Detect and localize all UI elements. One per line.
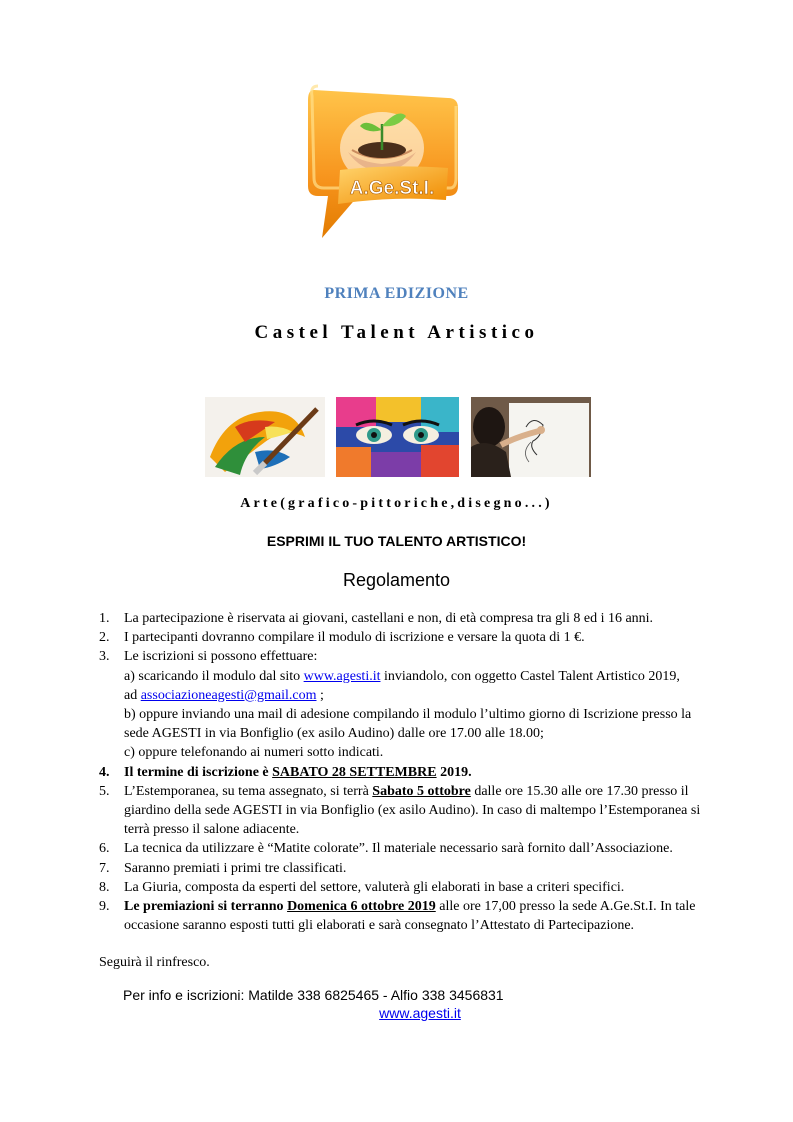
event-text: L’Estemporanea, su tema assegnato, si terrà [124, 783, 373, 799]
option-a-text: a) scaricando il modulo dal sito [124, 668, 304, 684]
rule-number: 1. [99, 611, 110, 626]
motto: ESPRIMI IL TUO TALENTO ARTISTICO! [266, 533, 527, 549]
agesti-logo [300, 78, 462, 240]
rule-item [99, 878, 719, 897]
deadline-date: SABATO 28 SETTEMBRE [272, 764, 437, 780]
colorful-face-painting-photo [336, 397, 459, 477]
rule-text: La tecnica da utilizzare è “Matite colorate”. Il materiale necessario sarà fornito dall’Associazione. [124, 841, 673, 857]
rule-number: 8. [99, 879, 110, 895]
website-link[interactable]: www.agesti.it [303, 668, 381, 684]
rule-number: 3. [99, 649, 110, 665]
regolamento-heading: Regolamento [342, 570, 451, 590]
subtitle: Arte(grafico-pittoriche,disegno...) [240, 496, 553, 511]
deadline-text: Il termine di iscrizione è [124, 764, 273, 780]
rule-text: La Giuria, composta da esperti del settore, valuterà gli elaborati in base a criteri specifici. [124, 879, 625, 895]
rule-item [99, 782, 719, 840]
rule-option-a-email [124, 686, 719, 705]
award-details: alle ore 17,00 presso la sede A.Ge.St.I. In tale occasione saranno esposti tutti gli elaborati e sarà consegnato l’Attestato di Partecipazione. [124, 899, 696, 934]
rule-item [99, 859, 719, 878]
rule-number: 2. [99, 630, 110, 646]
event-date: Sabato 5 ottobre [372, 783, 471, 799]
logo-text: A.Ge.St.I. [349, 178, 435, 199]
deadline-year: 2019. [436, 764, 472, 780]
email-prefix: ad [124, 687, 141, 703]
rule-item [99, 647, 719, 762]
rule-text: Saranno premiati i primi tre classificati. [124, 860, 347, 876]
edition-heading: PRIMA EDIZIONE [324, 285, 469, 302]
rule-text: La partecipazione è riservata ai giovani, castellani e non, di età compresa tra gli 8 ed i 16 anni. [124, 611, 654, 626]
award-text: Le premiazioni si terranno [124, 899, 288, 915]
paint-brush-photo [205, 397, 325, 477]
email-link[interactable]: associazioneagesti@gmail.com [140, 687, 317, 703]
rules-list [99, 609, 719, 935]
rule-number: 7. [99, 860, 110, 876]
option-a-text-end: inviandolo, con oggetto Castel Talent Artistico 2019, [380, 668, 680, 684]
rule-text [124, 765, 472, 780]
rule-item [99, 609, 719, 628]
rule-text [124, 899, 695, 933]
rule-option-a [124, 667, 719, 686]
rule-option-c: c) oppure telefonando ai numeri sotto indicati. [124, 745, 384, 761]
email-suffix: ; [316, 687, 324, 703]
rule-number: 9. [99, 899, 110, 915]
rule-number: 5. [99, 783, 110, 799]
footer-website [0, 1005, 793, 1021]
sprout-in-hands-speech-bubble-icon [300, 78, 462, 240]
rule-item [99, 763, 719, 782]
rule-item [99, 628, 719, 647]
rule-item [99, 839, 719, 858]
rule-text: Le iscrizioni si possono effettuare: [124, 649, 318, 665]
closing-note: Seguirà il rinfresco. [99, 955, 210, 970]
rule-item [99, 897, 719, 935]
rule-text: I partecipanti dovranno compilare il modulo di iscrizione e versare la quota di 1 €. [124, 630, 585, 646]
rule-option-b: b) oppure inviando una mail di adesione compilando il modulo l’ultimo giorno di Iscrizione presso la sede AGESTI in via Bonfiglio (ex asilo Audino) dalle ore 17.00 alle 18.00; [124, 707, 692, 742]
award-date: Domenica 6 ottobre 2019 [287, 899, 436, 915]
page-title: Castel Talent Artistico [254, 322, 539, 343]
rule-text [124, 784, 700, 837]
rule-number: 4. [99, 764, 110, 780]
contact-info: Per info e iscrizioni: Matilde 338 6825465 - Alfio 338 3456831 [123, 987, 504, 1003]
footer-website-link[interactable]: www.agesti.it [379, 1005, 461, 1021]
sketching-artist-photo [471, 397, 591, 477]
event-details: dalle ore 15.30 alle ore 17.30 presso il giardino della sede AGESTI in via Bonfiglio (ex asilo Audino). In caso di maltempo l’Estemporanea si terrà presso il salone adiacente. [124, 783, 701, 838]
rule-number: 6. [99, 841, 110, 857]
